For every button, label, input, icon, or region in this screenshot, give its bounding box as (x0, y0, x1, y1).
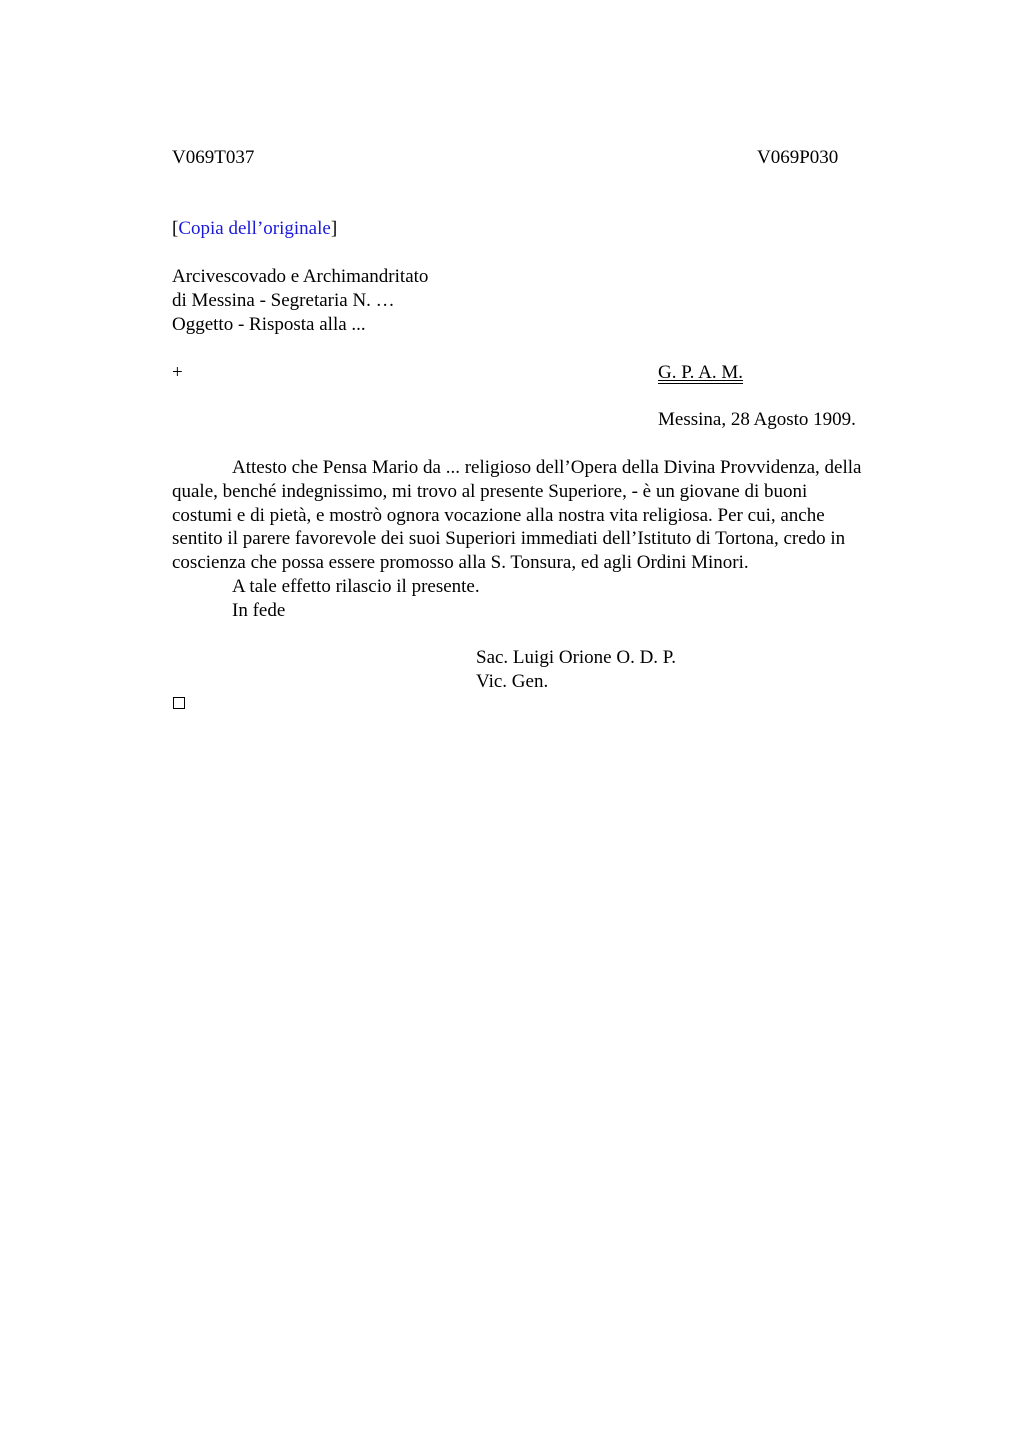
signature-name: Sac. Luigi Orione O. D. P. (476, 647, 677, 668)
body-line-3: costumi e di pietà, e mostrò ognora vocazione alla nostra vita religiosa. Per cui, anche (172, 504, 825, 526)
letter-date: Messina, 28 Agosto 1909. (658, 409, 856, 430)
body-line-7: In fede (232, 599, 286, 621)
body-line-1: Attesto che Pensa Mario da ... religioso dell’Opera della Divina Provvidenza, della (232, 457, 862, 478)
checkbox-square-icon (173, 697, 185, 709)
bracket-open: [ (172, 218, 179, 239)
letter-body (172, 456, 932, 623)
sender-block (172, 265, 428, 337)
bracket-close: ] (330, 218, 338, 239)
cross-symbol: + (172, 362, 183, 383)
copy-note (172, 217, 337, 241)
signature-title: Vic. Gen. (476, 671, 549, 692)
body-line-6: A tale effetto rilascio il presente. (232, 575, 480, 597)
sender-line-3: Oggetto - Risposta alla ... (172, 314, 366, 335)
signature-block (476, 646, 676, 694)
sender-line-1: Arcivescovado e Archimandritato (172, 266, 429, 287)
motto: G. P. A. M. (658, 362, 743, 383)
sender-line-2: di Messina - Segretaria N. … (172, 290, 395, 311)
body-line-5: coscienza che possa essere promosso alla S. Tonsura, ed agli Ordini Minori. (172, 552, 749, 574)
copy-original-link[interactable]: Copia dell’originale (178, 218, 331, 239)
document-code-right: V069P030 (757, 147, 839, 168)
document-code-left: V069T037 (172, 147, 255, 168)
body-line-2: quale, benché indegnissimo, mi trovo al presente Superiore, - è un giovane di buoni (172, 480, 808, 502)
body-line-4: sentito il parere favorevole dei suoi Superiori immediati dell’Istituto di Tortona, credo in (172, 528, 846, 550)
